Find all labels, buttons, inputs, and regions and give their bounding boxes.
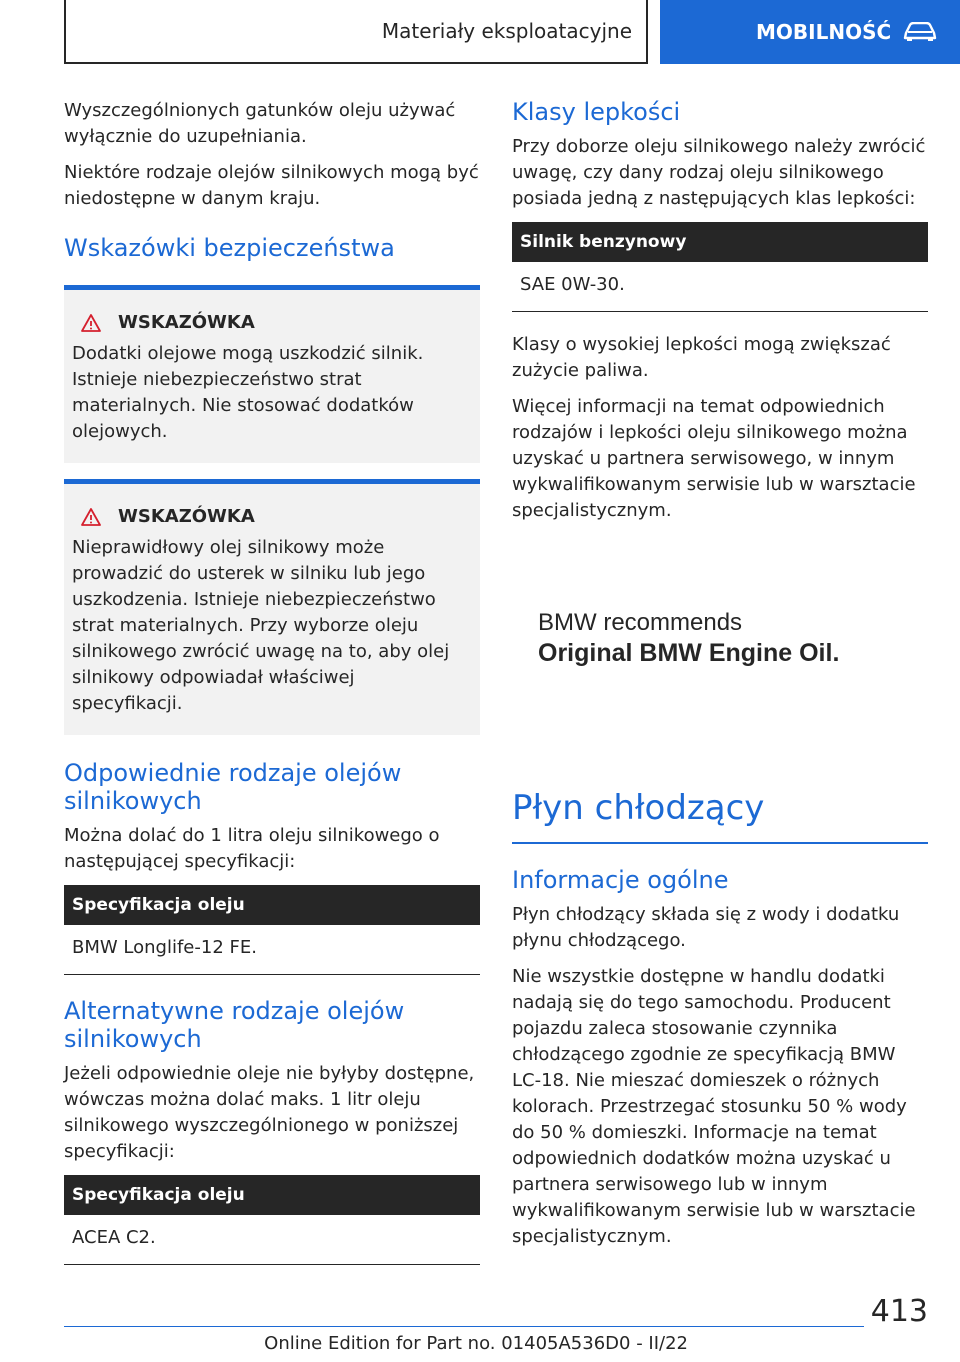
running-header-section xyxy=(64,0,648,64)
car-icon xyxy=(903,22,937,42)
footer-rule xyxy=(64,1326,864,1327)
warning-box xyxy=(64,285,480,463)
spec-table-value: ACEA C2. xyxy=(64,1215,480,1265)
warning-box xyxy=(64,479,480,735)
section-title: Materiały eksploatacyjne xyxy=(381,19,632,43)
footer-edition: Online Edition for Part no. 01405A536D0 - II/22 xyxy=(264,1333,688,1354)
warning-text: Dodatki olejowe mogą uszkodzić silnik. Istnieje niebezpieczeństwo strat materialnych. Nie stosować dodatków olejowych. xyxy=(72,343,424,442)
warning-text: Nieprawidłowy olej silnikowy może prowadzić do usterek w silniku lub jego uszkodzenia. Istnieje niebezpieczeństwo strat materialnych. Przy wyborze oleju silnikowego zwrócić uwagę na to, aby olej silnikowy odpowiadał właściwej specyfikacji. xyxy=(72,537,450,714)
chapter-title: MOBILNOŚĆ xyxy=(756,20,892,44)
suitable-oils-heading: Odpowiednie rodzaje olejów silnikowych xyxy=(64,759,402,815)
viscosity-text: Przy doborze oleju silnikowego należy zwrócić uwagę, czy dany rodzaj oleju silnikowego posiada jedną z następujących klas lepkości: xyxy=(512,136,926,209)
alternative-oils-heading: Alternatywne rodzaje olejów silnikowych xyxy=(64,997,405,1053)
viscosity-heading: Klasy lepkości xyxy=(512,98,681,126)
alternative-oils-text: Jeżeli odpowiednie oleje nie byłyby dostępne, wówczas można dolać maks. 1 litr oleju silnikowego wyszczególnionego w poniższej specyfikacji: xyxy=(64,1063,475,1162)
general-info-heading: Informacje ogólne xyxy=(512,866,729,894)
viscosity-info: Więcej informacji na temat odpowiednich rodzajów i lepkości oleju silnikowego można uzyskać u partnera serwisowego, w innym wykwalifikowanym serwisie lub w warsztacie specjalistycznym. xyxy=(512,396,916,521)
chapter-tab[interactable] xyxy=(660,0,960,64)
viscosity-class-value: SAE 0W-30. xyxy=(512,262,928,312)
page-number: 413 xyxy=(870,1294,928,1329)
warning-triangle-icon xyxy=(80,313,102,333)
bmw-oil-recommendation-logo xyxy=(512,608,928,668)
left-column xyxy=(64,98,480,1265)
warning-triangle-icon xyxy=(80,507,102,527)
heading-rule xyxy=(512,842,928,844)
coolant-additives: Nie wszystkie dostępne w handlu dodatki nadają się do tego samochodu. Producent pojazdu zaleca stosowanie czynnika chłodzącego zgodnie ze specyfikacją BMW LC-18. Nie mieszać domieszek o różnych kolorach. Przestrzegać stosunku 50 % wody do 50 % domieszki. Informacje na temat odpowiednich dodatków można uzyskać u partnera serwisowego lub w innym wykwalifikowanym serwisie lub w warsztacie specjalistycznym. xyxy=(512,966,916,1247)
logo-line-1: BMW recommends xyxy=(538,609,743,636)
logo-line-2: Original BMW Engine Oil. xyxy=(538,639,840,667)
suitable-oils-text: Można dolać do 1 litra oleju silnikowego o następującej specyfikacji: xyxy=(64,825,440,872)
availability-paragraph: Niektóre rodzaje olejów silnikowych mogą być niedostępne w danym kraju. xyxy=(64,162,479,209)
spec-table-header: Specyfikacja oleju xyxy=(64,885,480,925)
spec-table-value: BMW Longlife-12 FE. xyxy=(64,925,480,975)
coolant-heading: Płyn chłodzący xyxy=(512,788,765,828)
viscosity-note: Klasy o wysokiej lepkości mogą zwiększać zużycie paliwa. xyxy=(512,334,891,381)
spec-table-header: Specyfikacja oleju xyxy=(64,1175,480,1215)
warning-title: WSKAZÓWKA xyxy=(72,312,470,333)
right-column xyxy=(512,98,928,1260)
safety-heading: Wskazówki bezpieczeństwa xyxy=(64,234,395,262)
warning-title: WSKAZÓWKA xyxy=(72,506,470,527)
intro-paragraph: Wyszczególnionych gatunków oleju używać wyłącznie do uzupełniania. xyxy=(64,100,456,147)
coolant-composition: Płyn chłodzący składa się z wody i dodatku płynu chłodzącego. xyxy=(512,904,900,951)
engine-type-header: Silnik benzynowy xyxy=(512,222,928,262)
